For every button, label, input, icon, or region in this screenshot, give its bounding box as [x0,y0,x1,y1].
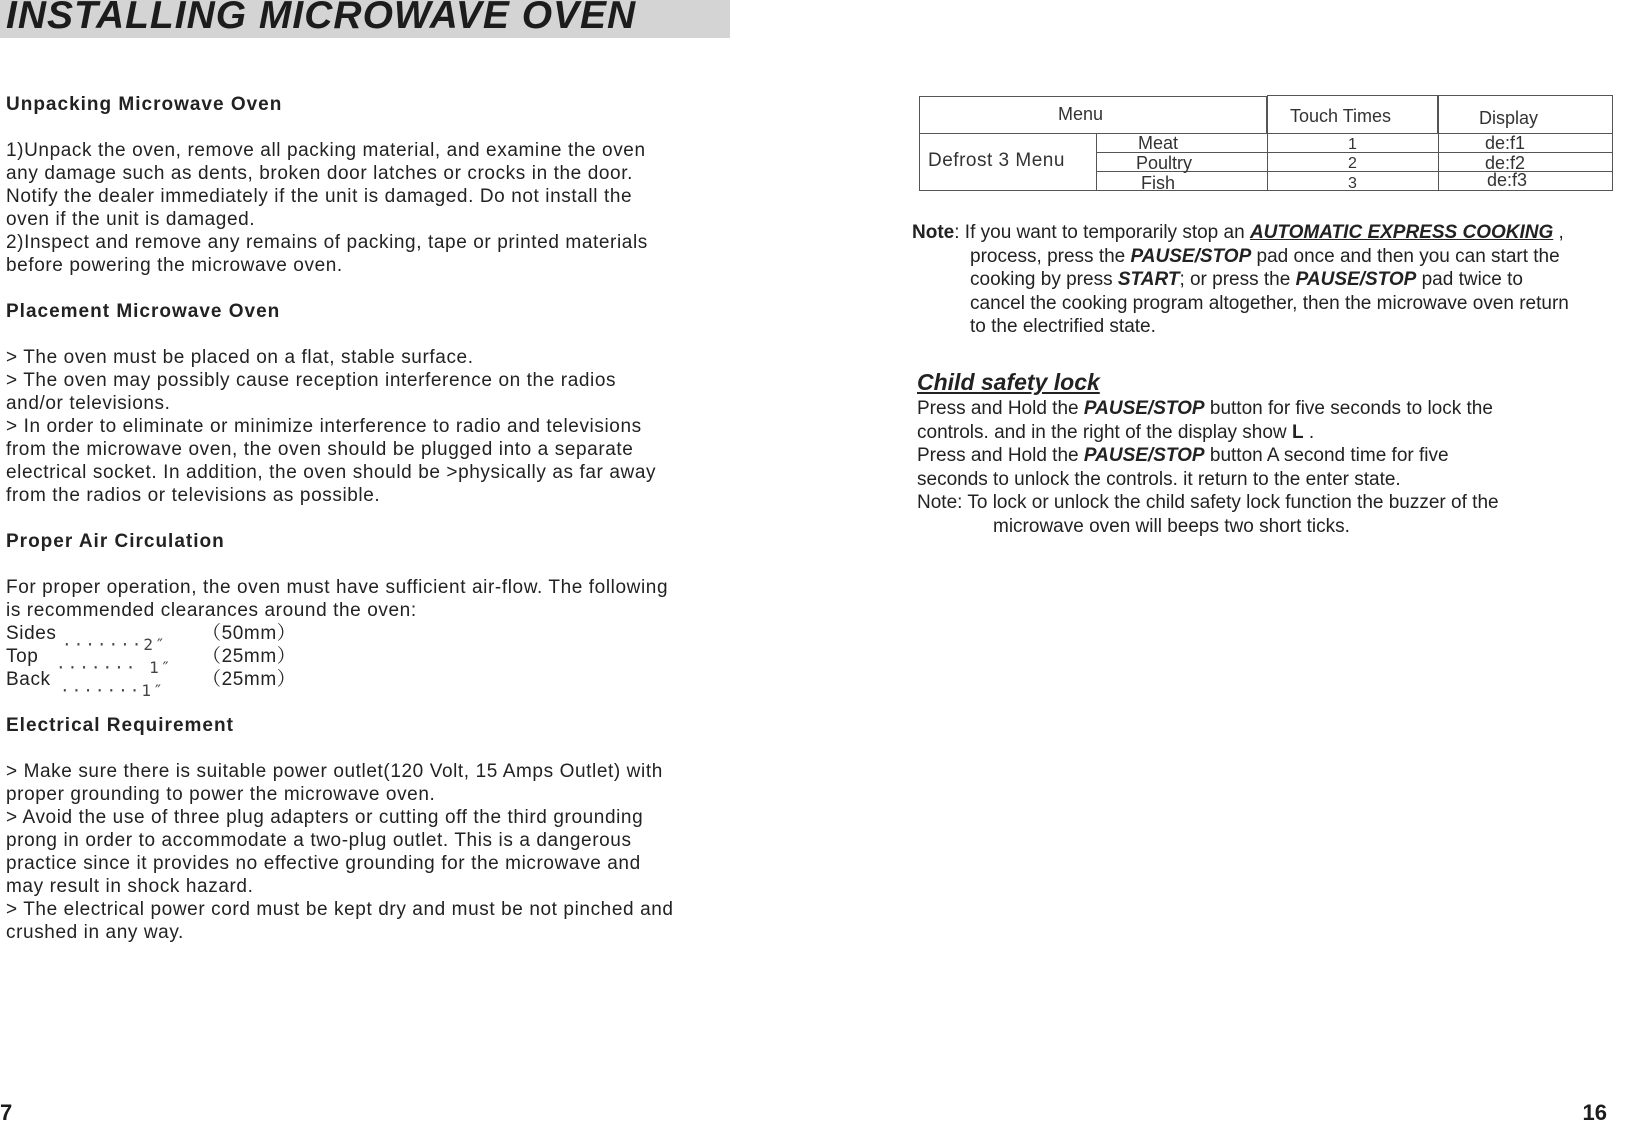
clearance-dots-top: ······· 1″ [56,658,173,677]
air-heading: Proper Air Circulation [6,531,225,552]
right-page-number: 16 [1582,1100,1607,1125]
placement-heading: Placement Microwave Oven [6,301,281,322]
child-lock-keyword: PAUSE/STOP [1083,445,1205,466]
electrical-line: > Avoid the use of three plug adapters or cutting off the third grounding [6,807,644,828]
note-text: pad once and then you can start the [1251,245,1560,267]
electrical-heading: Electrical Requirement [6,715,234,736]
clearance-dots-sides: ·······2″ [62,635,167,654]
item-cell [1096,133,1268,153]
row-display: de:f2 [1485,153,1526,173]
electrical-line: prong in order to accommodate a two-plug outlet. This is a dangerous [6,830,632,851]
electrical-line: practice since it provides no effective grounding for the microwave and [6,853,641,874]
row-times: 3 [1348,175,1357,192]
electrical-line: > The electrical power cord must be kept dry and must be not pinched and [6,899,674,920]
note-text: ; or press the [1179,269,1296,290]
note-text: process, press the [970,245,1131,267]
unpacking-line: any damage such as dents, broken door latches or crocks in the door. [6,163,633,184]
electrical-line: may result in shock hazard. [6,876,254,897]
electrical-line: > Make sure there is suitable power outlet(120 Volt, 15 Amps Outlet) with [6,761,663,782]
placement-line: > In order to eliminate or minimize interference to radio and televisions [6,416,642,437]
electrical-line: proper grounding to power the microwave oven. [6,784,436,805]
placement-line: from the microwave oven, the oven should be plugged into a separate [6,439,634,460]
child-lock-keyword: L [1291,421,1304,443]
child-lock-text: controls. and in the right of the display show [917,421,1292,443]
child-lock-text: button A second time for five [1204,445,1449,466]
row-times: 1 [1348,136,1357,153]
unpacking-line: 1)Unpack the oven, remove all packing material, and examine the oven [6,140,646,161]
child-lock-text: button for five seconds to lock the [1204,398,1493,419]
placement-line: and/or televisions. [6,393,171,414]
placement-line: > The oven may possibly cause reception interference on the radios [6,370,617,391]
note-text: : If you want to temporarily stop an [954,222,1250,243]
placement-line: from the radios or televisions as possible. [6,485,381,506]
defrost-group-label: Defrost 3 Menu [928,150,1065,171]
clearance-mm-top: （25mm） [202,646,297,667]
note-text: , [1553,222,1564,243]
air-line: is recommended clearances around the oven: [6,600,417,621]
unpacking-heading: Unpacking Microwave Oven [6,94,283,115]
row-display: de:f1 [1485,133,1526,153]
row-times: 2 [1348,155,1357,172]
left-page-number: 7 [0,1100,13,1125]
page-title: INSTALLING MICROWAVE OVEN [6,0,637,37]
placement-line: electrical socket. In addition, the oven should be >physically as far away [6,462,657,483]
row-display: de:f3 [1487,170,1528,190]
child-lock-line: Note: To lock or unlock the child safety lock function the buzzer of the [917,492,1499,513]
child-lock-heading: Child safety lock [917,369,1100,395]
clearance-block [6,622,730,714]
child-lock-text: . [1303,421,1315,443]
header-display: Display [1479,108,1539,128]
back-label: Back [6,669,51,690]
placement-line: > The oven must be placed on a flat, stable surface. [6,347,474,368]
display-cell [1438,133,1613,153]
sides-label: Sides [6,623,57,644]
unpacking-line: 2)Inspect and remove any remains of packing, tape or printed materials [6,232,648,253]
air-line: For proper operation, the oven must have sufficient air-flow. The following [6,577,669,598]
note-line: to the electrified state. [970,316,1156,337]
electrical-line: crushed in any way. [6,922,184,943]
child-lock-keyword: PAUSE/STOP [1083,398,1205,419]
row-item: Fish [1141,173,1176,193]
header-touch-times: Touch Times [1290,106,1392,126]
child-lock-text: Press and Hold the [917,398,1084,419]
note-keyword: AUTOMATIC EXPRESS COOKING [1249,222,1554,243]
note-line: cancel the cooking program altogether, then the microwave oven return [970,292,1569,314]
clearance-mm-back: （25mm） [202,669,297,690]
note-keyword: PAUSE/STOP [1295,269,1417,290]
child-lock-line: seconds to unlock the controls. it return to the enter state. [917,468,1401,490]
note-text: cooking by press [970,269,1118,290]
unpacking-line: oven if the unit is damaged. [6,209,256,230]
row-item: Poultry [1136,153,1193,173]
left-page [6,93,730,944]
top-label: Top [6,646,39,667]
clearance-dots-back: ·······1″ [60,681,165,700]
row-item: Meat [1138,133,1179,153]
child-lock-section [917,368,1617,538]
note-text: pad twice to [1416,269,1523,290]
display-cell [1438,152,1613,172]
note-keyword: PAUSE/STOP [1130,245,1252,267]
note-paragraph [912,221,1627,339]
child-lock-line: microwave oven will beeps two short ticks. [993,515,1350,537]
child-lock-text: Press and Hold the [917,445,1084,466]
note-label: Note [912,222,955,243]
item-cell [1096,171,1268,191]
note-keyword: START [1117,269,1180,290]
unpacking-line: Notify the dealer immediately if the unit is damaged. Do not install the [6,186,633,207]
unpacking-line: before powering the microwave oven. [6,255,343,276]
clearance-mm-sides: （50mm） [202,623,297,644]
header-menu: Menu [1058,104,1104,124]
